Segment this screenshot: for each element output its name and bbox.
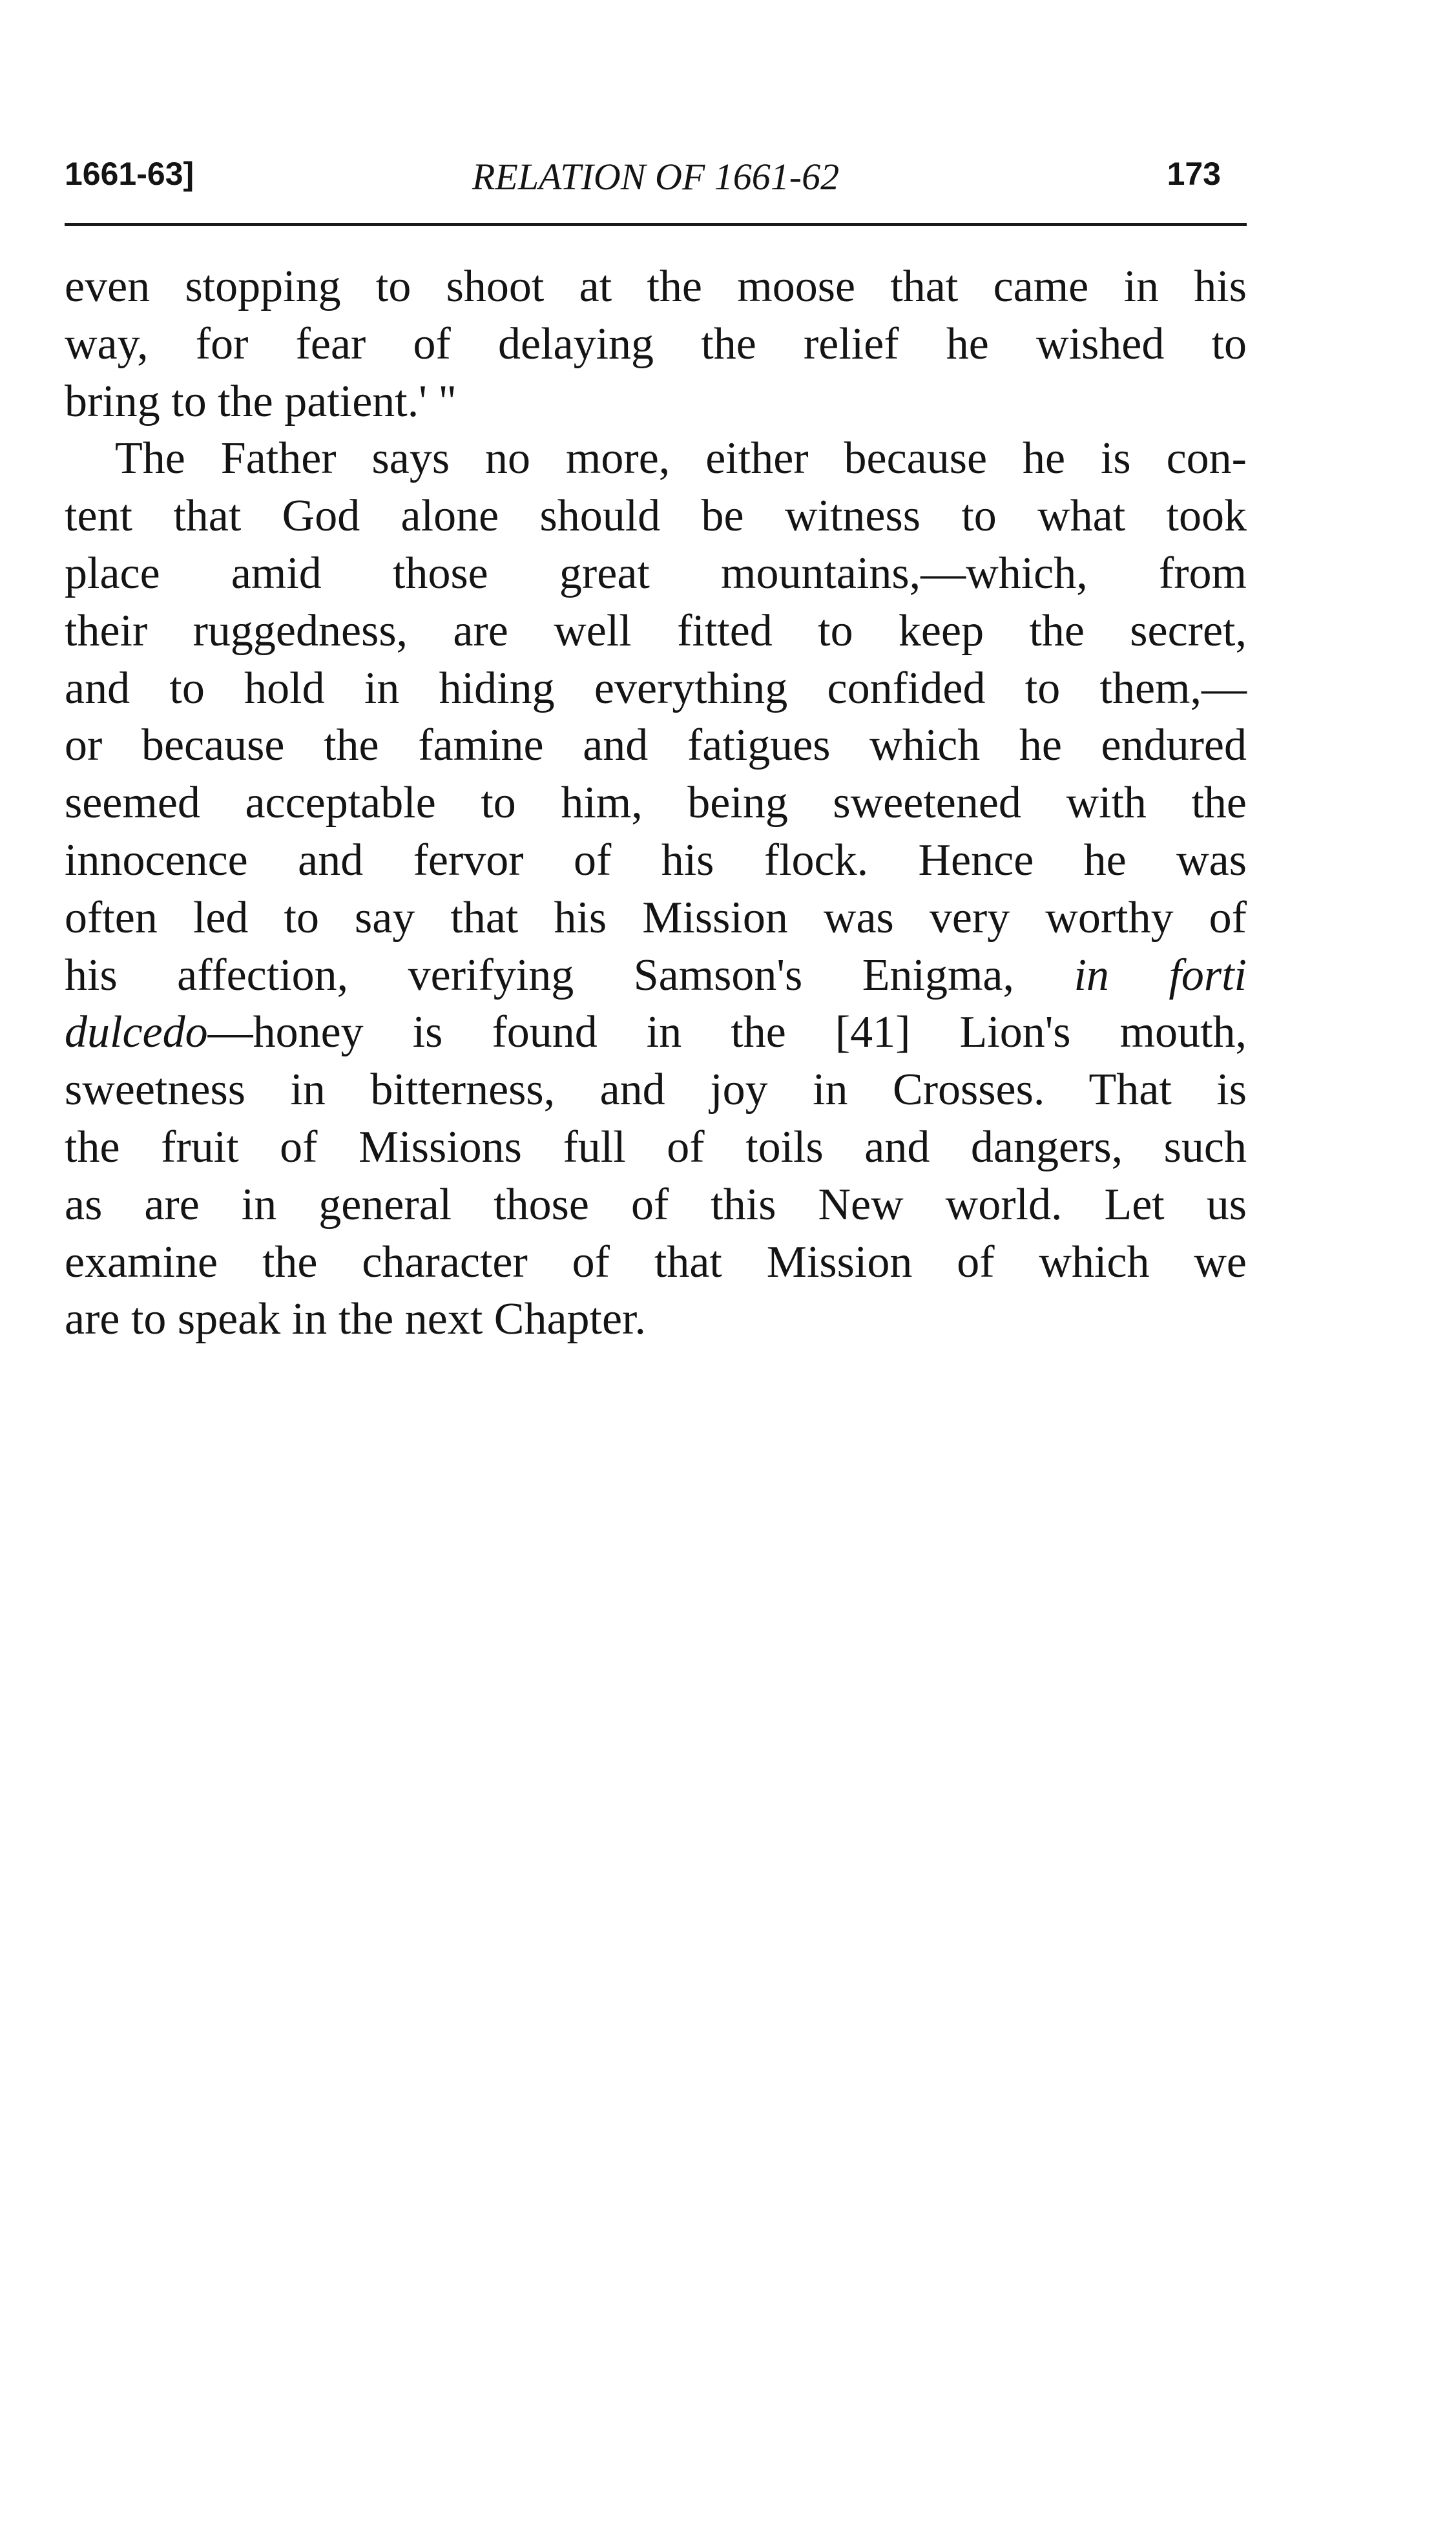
line-text: innocence and fervor of his flock. Hence he was bbox=[65, 835, 1247, 885]
line-text: place amid those great mountains,—which, from bbox=[65, 548, 1247, 598]
text-line bbox=[65, 660, 1247, 718]
line-text: The Father says no more, either because he is con- bbox=[115, 434, 1247, 484]
line-text: sweetness in bitterness, and joy in Crosses. That is bbox=[65, 1065, 1247, 1115]
book-page bbox=[65, 155, 1247, 1345]
header-rule bbox=[65, 223, 1247, 226]
line-text: way, for fear of delaying the relief he wished to bbox=[65, 319, 1247, 369]
text-line bbox=[65, 1004, 1247, 1062]
running-head bbox=[65, 155, 1247, 207]
line-text: and to hold in hiding everything confided to them,— bbox=[65, 663, 1247, 713]
line-text: even stopping to shoot at the moose that came in his bbox=[65, 262, 1247, 311]
italic-phrase: in forti bbox=[1074, 950, 1247, 1000]
text-line bbox=[65, 603, 1247, 660]
header-date-range: 1661-63] bbox=[65, 156, 194, 192]
body-text bbox=[65, 258, 1247, 1349]
text-line bbox=[65, 890, 1247, 947]
text-line bbox=[65, 373, 1247, 431]
page-number: 173 bbox=[1167, 156, 1221, 192]
line-text: seemed acceptable to him, being sweetened with the bbox=[65, 778, 1247, 828]
line-text: bring to the patient.' " bbox=[65, 376, 457, 426]
line-text: tent that God alone should be witness to what took bbox=[65, 491, 1247, 541]
line-text: their ruggedness, are well fitted to keep the secret, bbox=[65, 605, 1247, 656]
header-title: RELATION OF 1661-62 bbox=[472, 156, 840, 198]
text-line bbox=[65, 1177, 1247, 1234]
text-line bbox=[65, 717, 1247, 775]
text-line bbox=[65, 316, 1247, 373]
text-line bbox=[65, 258, 1247, 316]
text-line bbox=[65, 832, 1247, 890]
text-line bbox=[65, 947, 1247, 1005]
line-text: his affection, verifying Samson's Enigma, bbox=[65, 950, 1014, 1000]
text-line bbox=[65, 1119, 1247, 1177]
line-text: or because the famine and fatigues which he endured bbox=[65, 720, 1247, 771]
line-text: are to speak in the next Chapter. bbox=[65, 1294, 646, 1345]
line-text: as are in general those of this New world. Let us bbox=[65, 1179, 1247, 1230]
line-text: —honey is found in the [41] Lion's mouth, bbox=[207, 1007, 1247, 1058]
italic-phrase: dulcedo bbox=[65, 1007, 208, 1058]
text-line bbox=[65, 1234, 1247, 1292]
text-line bbox=[65, 488, 1247, 545]
line-text: examine the character of that Mission of which we bbox=[65, 1237, 1247, 1287]
text-line bbox=[65, 1062, 1247, 1119]
text-line bbox=[65, 430, 1247, 488]
line-text: the fruit of Missions full of toils and dangers, such bbox=[65, 1122, 1247, 1172]
text-line bbox=[65, 1291, 1247, 1349]
text-line bbox=[65, 545, 1247, 603]
text-line bbox=[65, 775, 1247, 832]
line-text: often led to say that his Mission was very worthy of bbox=[65, 892, 1247, 943]
